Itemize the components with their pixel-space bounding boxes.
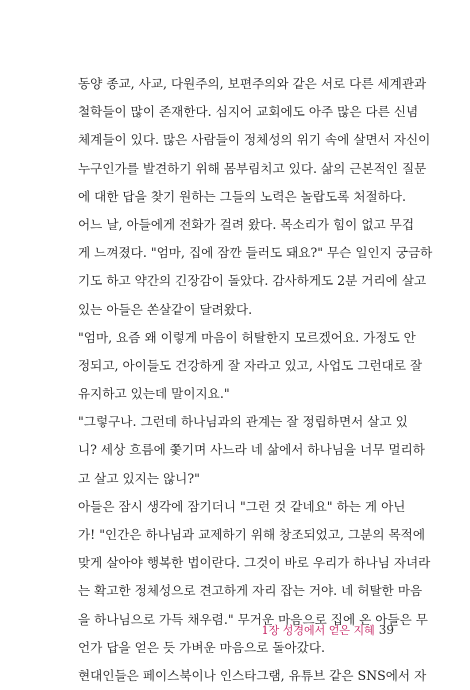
text-line: 가! "인간은 하나님과 교제하기 위해 창조되었고, 그분의 목적에 bbox=[78, 527, 426, 542]
text-line: 동양 종교, 사교, 다원주의, 보편주의와 같은 서로 다른 세계관과 bbox=[78, 76, 427, 91]
text-line: 에 대한 답을 찾기 원하는 그들의 노력은 놀랍도록 처절하다. bbox=[78, 188, 407, 204]
text-line: 철학들이 많이 존재한다. 심지어 교회에도 아주 많은 다른 신념 bbox=[78, 104, 419, 120]
chapter-title: 1장 성경에서 얻은 지혜 bbox=[261, 624, 375, 637]
text-line: 고 살고 있지는 않니?" bbox=[78, 470, 200, 486]
text-line: 있는 아들은 쏜살같이 달려왔다. bbox=[78, 301, 253, 317]
text-line: 아들은 잠시 생각에 잠기더니 "그런 것 같네요" 하는 게 아닌 bbox=[78, 498, 406, 514]
text-line: 기도 하고 약간의 긴장감이 돌았다. 감사하게도 2분 거리에 살고 bbox=[78, 273, 427, 289]
text-line: "그렇구나. 그런데 하나님과의 관계는 잘 정립하면서 살고 있 bbox=[78, 414, 408, 430]
page-footer bbox=[262, 622, 394, 638]
text-line: 어느 날, 아들에게 전화가 걸려 왔다. 목소리가 힘이 없고 무겁 bbox=[78, 216, 415, 232]
text-line: "엄마, 요즘 왜 이렇게 마음이 허탈한지 모르겠어요. 가정도 안 bbox=[78, 329, 416, 345]
text-line: 게 느껴졌다. "엄마, 집에 잠깐 들러도 돼요?" 무슨 일인지 궁금하 bbox=[78, 245, 433, 261]
text-line: 정되고, 아이들도 건강하게 잘 자라고 있고, 사업도 그런대로 잘 bbox=[78, 357, 423, 373]
text-line: 현대인들은 페이스북이나 인스타그램, 유튜브 같은 SNS에서 자 bbox=[78, 667, 427, 683]
text-line: 언가 답을 얻은 듯 가벼운 마음으로 돌아갔다. bbox=[78, 639, 326, 655]
text-line: 는 확고한 정체성으로 견고하게 자리 잡는 거야. 네 허탈한 마음 bbox=[78, 583, 423, 599]
text-line: 맞게 살아야 행복한 법이란다. 그것이 바로 우리가 하나님 자녀라 bbox=[78, 555, 431, 571]
text-line: 누구인가를 발견하기 위해 몸부림치고 있다. 삶의 근본적인 질문 bbox=[78, 160, 427, 176]
text-line: 니? 세상 흐름에 쫓기며 사느라 네 삶에서 하나님을 너무 멀리하 bbox=[78, 442, 425, 458]
body-text bbox=[78, 70, 433, 690]
text-line: 유지하고 있는데 말이지요." bbox=[78, 386, 230, 402]
text-line: 체계들이 있다. 많은 사람들이 정체성의 위기 속에 살면서 자신이 bbox=[78, 132, 431, 148]
text-line: 을 하나님으로 가득 채우렴." 무거운 마음으로 집에 온 아들은 무 bbox=[78, 611, 428, 627]
page-number: 39 bbox=[378, 623, 394, 637]
